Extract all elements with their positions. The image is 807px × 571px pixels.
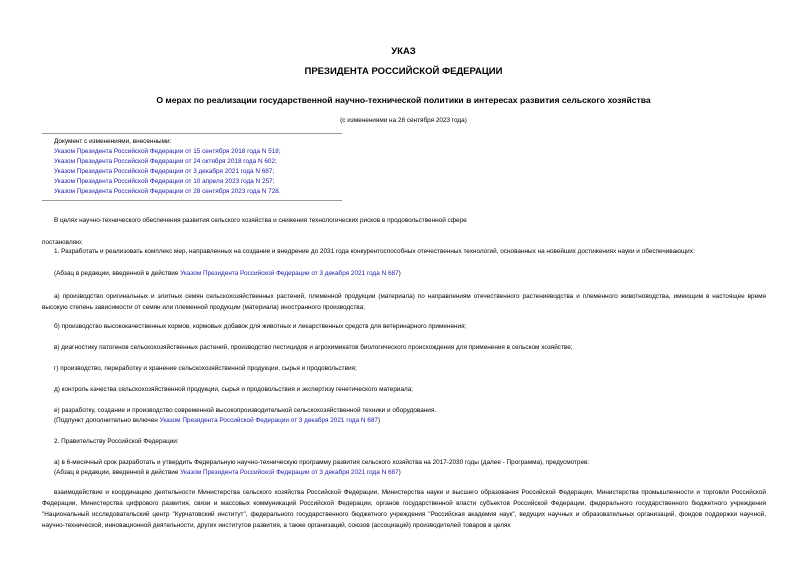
amendment-reference-link[interactable]: Указом Президента Российской Федерации от 3 декабря 2021 года N 687 [180,270,399,277]
coordination-paragraph: взаимодействие и координацию деятельности Министерства сельского хозяйства Российской Федерации, Министерства науки и высшего образования Российской Федерации, Министерства промышленности и торговли Российской Федерации, Министерства цифрового развития, связи и массовых коммуникаций Российской Федерации, органов государственной власти субъектов Российской Федерации, федерального государственного бюджетного учреждения "Национальный исследовательский центр "Курчатовский институт", федерального государственного бюджетного учреждения "Российская академия наук", ведущих научных и образовательных организаций, фондов поддержки научной, научно-технической, инновационной деятельности, других институтов развития, а также организаций, союзов (ассоциаций) производителей товаров в целях [42,489,766,529]
note-prefix: (Подпункт дополнительно включен [54,417,158,424]
item-2a-note [54,468,401,477]
amendments-box [42,133,342,201]
note-suffix: ) [377,417,381,424]
item-a: а) производство оригинальных и элитных семян сельскохозяйственных растений, племенной продукции (материала) по направлениям отечественного растениеводства и племенного животноводства, имеющим в настоящее время высокую степень зависимости от семян или племенной продукции (материала) иностранного производства; [42,293,766,311]
issuer-title: ПРЕЗИДЕНТА РОССИЙСКОЙ ФЕДЕРАЦИИ [304,66,503,77]
amendment-link[interactable]: Указом Президента Российской Федерации от 10 апреля 2023 года N 257; [54,178,275,185]
item-e-note [54,416,380,425]
amendment-link[interactable]: Указом Президента Российской Федерации от 15 сентября 2018 года N 518; [54,148,281,155]
paragraph-1: 1. Разработать и реализовать комплекс мер, направленных на создание и внедрение до 2031 года конкурентоспособных отечественных технологий, основанных на новейших достижениях науки и обеспечивающих: [54,248,695,255]
note-suffix: ) [398,469,401,476]
paragraph-1-note [54,269,401,278]
item-e: е) разработку, создание и производство современной высокопроизводительной сельскохозяйственной техники и оборудования. [54,407,437,414]
note-prefix: (Абзац в редакции, введенной в действие [54,469,179,476]
preamble: В целях научно-технического обеспечения развития сельского хозяйства и снижения технологических рисков в продовольственной сфере [54,217,467,224]
document-type-title: УКАЗ [391,46,416,57]
resolve-word: постановляю: [42,239,83,246]
amendment-link[interactable]: Указом Президента Российской Федерации от 24 октября 2018 года N 602; [54,158,277,165]
amendment-link[interactable]: Указом Президента Российской Федерации от 3 декабря 2021 года N 687; [54,168,275,175]
item-d: д) контроль качества сельскохозяйственной продукции, сырья и продовольствия и экспертизу генетического материала; [54,386,414,393]
paragraph-2: 2. Правительству Российской Федерации: [54,438,179,445]
amendment-link[interactable]: Указом Президента Российской Федерации от 28 сентября 2023 года N 728. [54,188,281,195]
amendments-intro: Документ с изменениями, внесенными: [54,138,172,145]
item-g: г) производство, переработку и хранение сельскохозяйственной продукции, сырья и продовольствия; [54,365,357,372]
document-heading: О мерах по реализации государственной научно-технической политики в интересах развития сельского хозяйства [156,95,651,105]
note-suffix: ) [398,270,401,277]
item-b: б) производство высококачественных кормов, кормовых добавок для животных и лекарственных средств для ветеринарного применения; [54,323,467,330]
item-2a: а) в 6-месячный срок разработать и утвердить Федеральную научно-техническую программу развития сельского хозяйства на 2017-2030 годы (далее - Программа), предусмотрев: [54,459,590,466]
item-v: в) диагностику патогенов сельскохозяйственных растений, производство пестицидов и агрохимикатов биологического происхождения для применения в сельском хозяйстве; [54,344,573,351]
amendment-reference-link[interactable]: Указом Президента Российской Федерации от 3 декабря 2021 года N 687 [180,469,399,476]
edition-note: (с изменениями на 28 сентября 2023 года) [340,117,467,124]
amendment-reference-link[interactable]: Указом Президента Российской Федерации от 3 декабря 2021 года N 687 [159,417,378,424]
note-prefix: (Абзац в редакции, введенной в действие [54,270,179,277]
